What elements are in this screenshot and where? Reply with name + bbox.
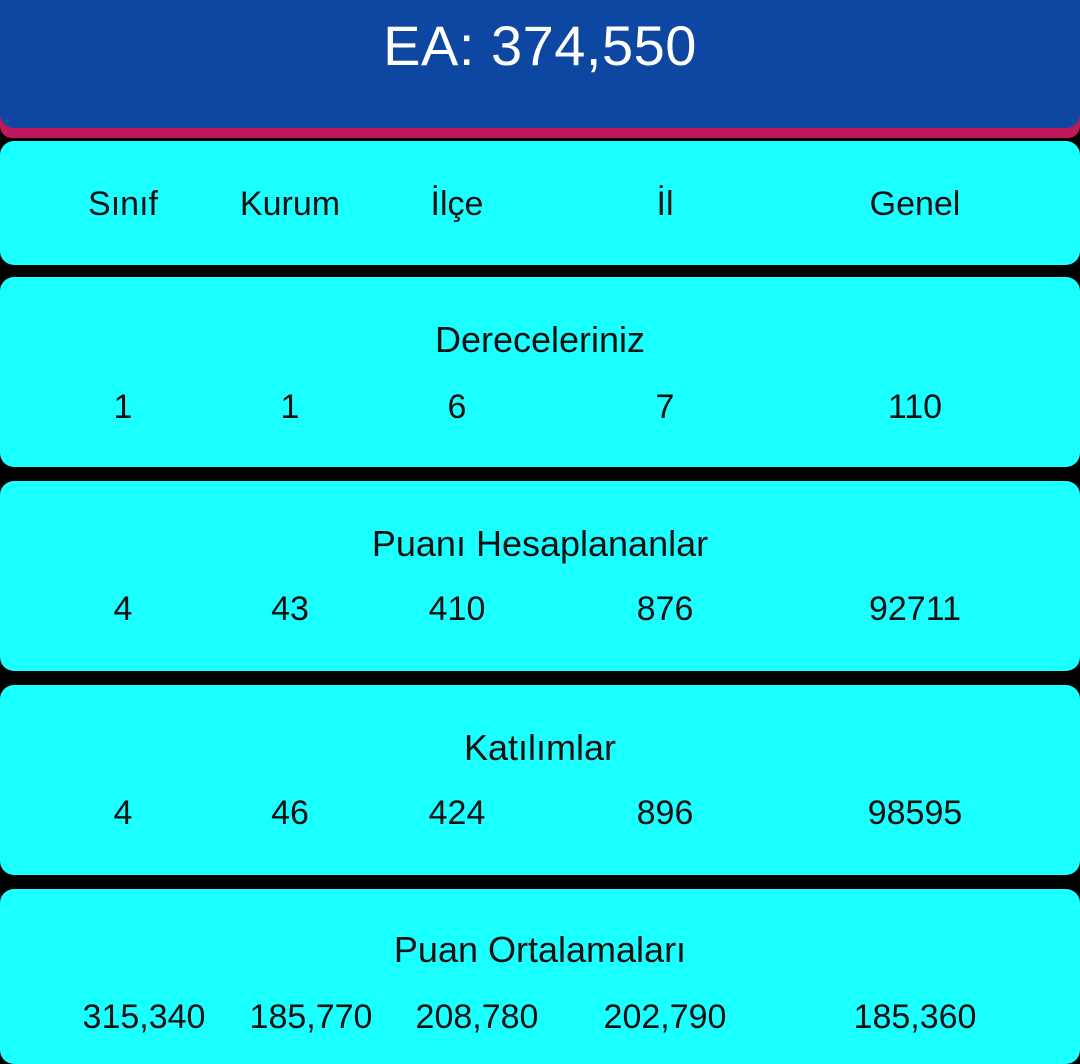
column-label-kurum: Kurum: [239, 185, 341, 223]
rank-kurum-value: 1: [280, 388, 300, 426]
column-label-sinif: Sınıf: [88, 185, 158, 223]
rankings-card: [0, 277, 1080, 467]
rank-ilce-value: 6: [447, 388, 467, 426]
header-panel: [0, 0, 1080, 128]
average-kurum-value: 185,770: [249, 998, 373, 1036]
score-title: EA: 374,550: [383, 14, 697, 77]
participants-genel-value: 98595: [867, 794, 963, 832]
column-label-il: İl: [656, 185, 674, 223]
participants-card: [0, 685, 1080, 875]
column-label-genel: Genel: [869, 185, 961, 223]
participants-il-value: 896: [636, 794, 694, 832]
scored-kurum-value: 43: [271, 590, 309, 628]
participants-kurum-value: 46: [271, 794, 309, 832]
header-bar: [0, 0, 1080, 138]
scored-count-card: [0, 481, 1080, 671]
rankings-title: Dereceleriniz: [434, 319, 646, 360]
column-label-ilce: İlçe: [430, 185, 484, 223]
rank-sinif-value: 1: [113, 388, 133, 426]
participants-title: Katılımlar: [463, 727, 617, 768]
scored-il-value: 876: [636, 590, 694, 628]
column-header-card: [0, 141, 1080, 265]
average-scores-card: [0, 889, 1080, 1064]
average-scores-title: Puan Ortalamaları: [393, 929, 687, 970]
scored-sinif-value: 4: [113, 590, 133, 628]
scored-ilce-value: 410: [428, 590, 486, 628]
scored-genel-value: 92711: [868, 590, 962, 628]
rank-il-value: 7: [655, 388, 675, 426]
participants-ilce-value: 424: [428, 794, 486, 832]
average-genel-value: 185,360: [853, 998, 977, 1036]
average-ilce-value: 208,780: [415, 998, 539, 1036]
scored-count-title: Puanı Hesaplananlar: [371, 523, 709, 564]
participants-sinif-value: 4: [113, 794, 133, 832]
rank-genel-value: 110: [887, 388, 943, 426]
average-sinif-value: 315,340: [82, 998, 206, 1036]
average-il-value: 202,790: [603, 998, 727, 1036]
